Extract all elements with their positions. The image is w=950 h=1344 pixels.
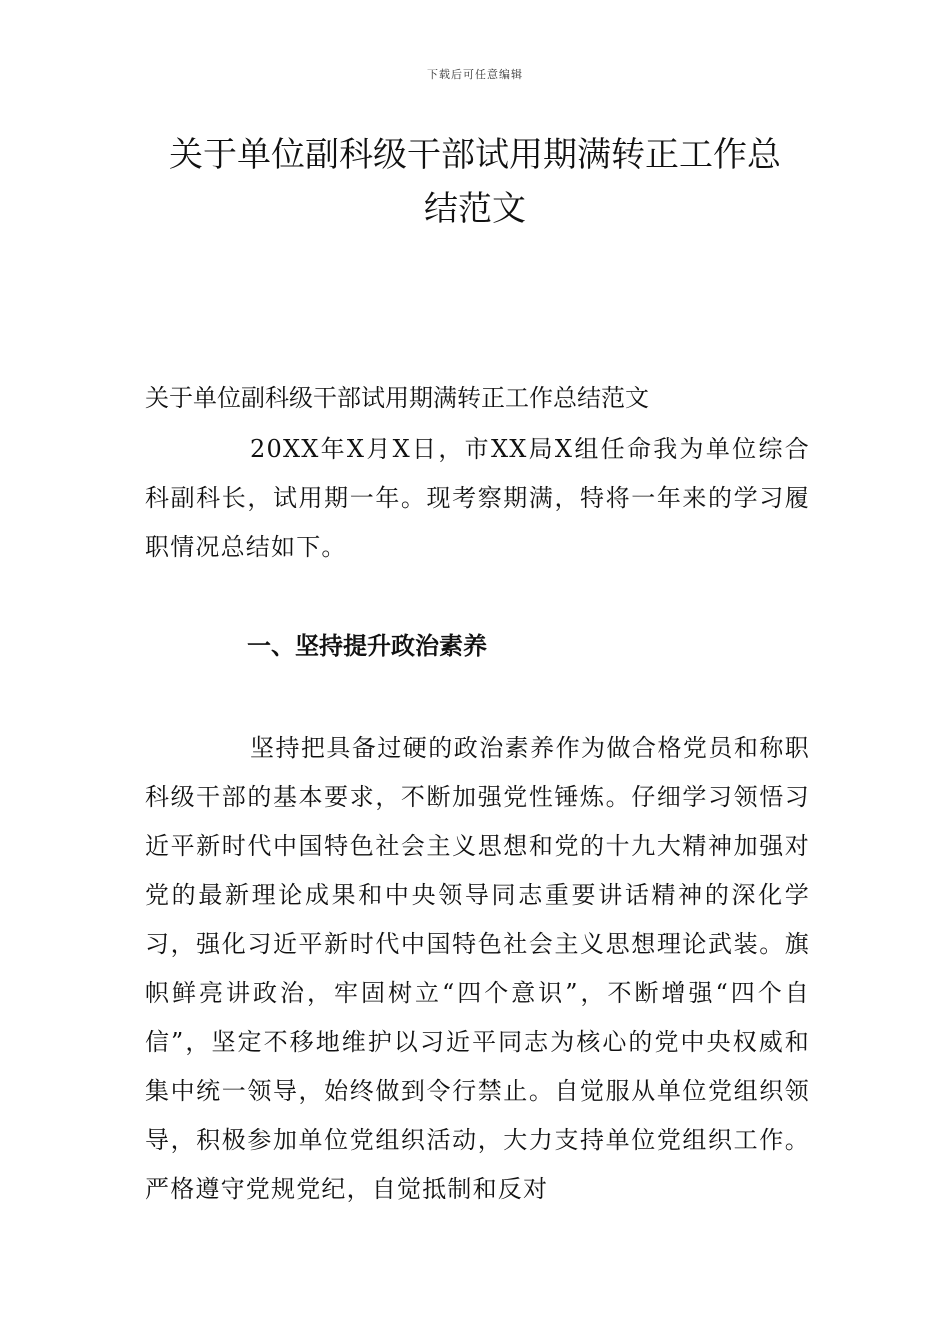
document-title-line-2: 结范文 (424, 189, 526, 229)
document-subtitle: 关于单位副科级干部试用期满转正工作总结范文 (145, 384, 649, 412)
section-1-heading: 一、坚持提升政治素养 (247, 631, 487, 660)
document-title (120, 128, 830, 236)
intro-paragraph: 20XX年X月X日，市XX局X组任命我为单位综合科副科长，试用期一年。现考察期满，特将一年来的学习履职情况总结如下。 (145, 435, 810, 561)
document-title-line-1: 关于单位副科级干部试用期满转正工作总 (169, 135, 781, 175)
page-header-note: 下载后可任意编辑 (427, 68, 523, 81)
section-1-paragraph: 坚持把具备过硬的政治素养作为做合格党员和称职科级干部的基本要求，不断加强党性锤炼。仔细学习领悟习近平新时代中国特色社会主义思想和党的十九大精神加强对党的最新理论成果和中央领导同志重要讲话精神的深化学习，强化习近平新时代中国特色社会主义思想理论武装。旗帜鲜亮讲政治，牢固树立“四个意识”，不断增强“四个自信”，坚定不移地维护以习近平同志为核心的党中央权威和集中统一领导，始终做到令行禁止。自觉服从单位党组织领导，积极参加单位党组织活动，大力支持单位党组织工作。严格遵守党规党纪，自觉抵制和反对 (145, 734, 810, 1203)
